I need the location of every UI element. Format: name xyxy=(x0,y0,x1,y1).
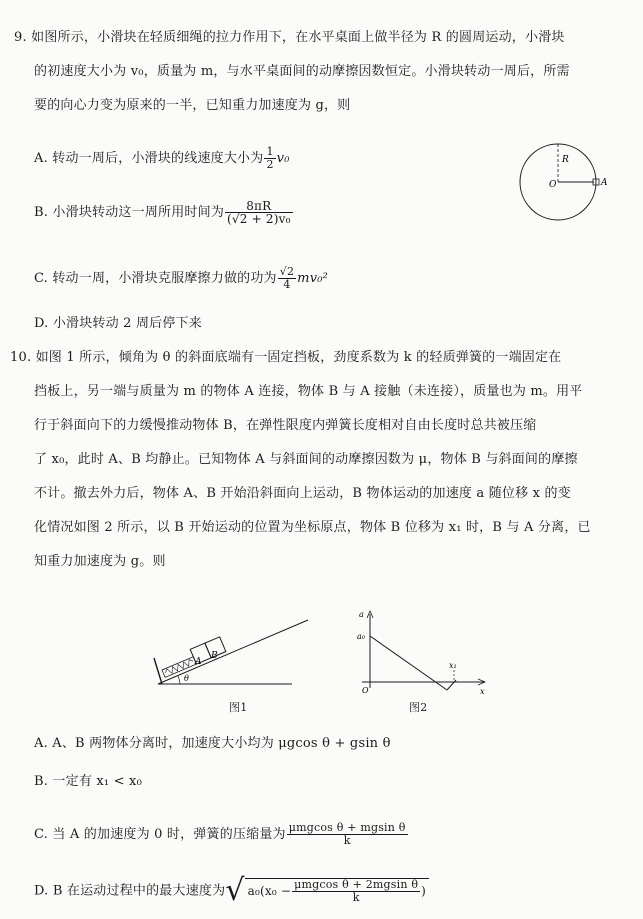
q9-option-a-fraction xyxy=(264,146,275,171)
q9-option-b-text: B. 小滑块转动这一周所用时间为 xyxy=(34,205,225,220)
q10-option-d-root xyxy=(225,873,429,908)
q10-option-d-fraction xyxy=(292,879,420,904)
center-label: O xyxy=(549,180,557,190)
q9-option-a-den: 2 xyxy=(266,158,274,171)
q9-option-b-den: (√2 + 2)v₀ xyxy=(227,212,291,226)
q10-option-a: A. A、B 两物体分离时，加速度大小均为 μgcos θ + gsin θ xyxy=(34,736,391,751)
q9-stem-line2: 的初速度大小为 v₀，质量为 m，与水平桌面间的动摩擦因数恒定。小滑块转动一周后，所需 xyxy=(34,64,570,79)
q10-stem-line4: 了 x₀，此时 A、B 均静止。已知物体 A 与斜面间的动摩擦因数为 μ，物体 B 与斜面间的摩擦 xyxy=(34,452,578,467)
q10-stem-line3: 行于斜面向下的力缓慢推动物体 B，在弹性限度内弹簧长度相对自由长度时总共被压缩 xyxy=(34,418,537,433)
a0-label: a₀ xyxy=(357,632,365,641)
block-b-label: B xyxy=(211,651,218,661)
q9-option-d: D. 小滑块转动 2 周后停下来 xyxy=(34,316,202,331)
q9-option-a-text: A. 转动一周后，小滑块的线速度大小为 xyxy=(34,151,264,166)
q9-stem-line3: 要的向心力变为原来的一半，已知重力加速度为 g，则 xyxy=(34,98,351,113)
q10-stem-line6: 化情况如图 2 所示，以 B 开始运动的位置为坐标原点，物体 B 位移为 x₁ 时，B 与 A 分离，已 xyxy=(34,520,591,535)
origin-label: O xyxy=(362,686,369,695)
q10-option-c xyxy=(34,822,409,847)
radius-label: R xyxy=(562,155,569,165)
q10-option-d-text: D. B 在运动过程中的最大速度为 xyxy=(34,883,226,899)
q9-option-c-num: √2 xyxy=(279,265,295,278)
q9-option-c-text: C. 转动一周，小滑块克服摩擦力做的功为 xyxy=(34,271,277,286)
block-a-label: A xyxy=(195,657,202,667)
q9-option-b-num: 8πR xyxy=(225,200,293,213)
q10-stem-line5: 不计。撤去外力后，物体 A、B 开始沿斜面向上运动，B 物体运动的加速度 a 随位移 x 的变 xyxy=(34,486,571,501)
q9-option-c xyxy=(34,266,328,291)
q10-option-c-den: k xyxy=(343,834,351,847)
q9-option-c-suffix: mv₀² xyxy=(297,271,329,286)
q9-option-a-suffix: v₀ xyxy=(276,151,290,166)
q10-option-c-num: μmgcos θ + mgsin θ xyxy=(288,821,406,834)
q9-option-b-fraction xyxy=(225,200,293,225)
q10-stem-line1: 10. 如图 1 所示，倾角为 θ 的斜面底端有一固定挡板，劲度系数为 k 的轻质弹簧的一端固定在 xyxy=(10,350,562,365)
a-axis-label: a xyxy=(359,610,364,619)
spring-outline xyxy=(162,657,196,678)
q10-option-d-num: μmgcos θ + 2mgsin θ xyxy=(294,878,419,891)
angle-label: θ xyxy=(184,674,189,683)
q10-option-c-fraction xyxy=(287,822,408,847)
q10-option-d-root-post: ) xyxy=(421,884,427,898)
stopper-plate xyxy=(154,658,162,684)
q10-option-d-den: k xyxy=(352,891,360,904)
q10-figure2-caption: 图2 xyxy=(409,701,428,714)
q10-option-d-root-pre: a₀(x₀ − xyxy=(247,884,292,898)
q10-option-b: B. 一定有 x₁ < x₀ xyxy=(34,774,142,789)
q9-option-c-fraction xyxy=(278,266,296,291)
q10-stem-line2: 挡板上，另一端与质量为 m 的物体 A 连接，物体 B 与 A 接触（未连接），质量也为 m。用平 xyxy=(34,384,583,399)
x1-label: x₁ xyxy=(449,661,457,670)
q10-option-d-root-body xyxy=(245,878,429,904)
incline-line xyxy=(158,620,308,684)
q10-figure1-caption: 图1 xyxy=(229,701,248,714)
block-label: A xyxy=(601,178,608,188)
q9-stem-line1: 9. 如图所示，小滑块在轻质细绳的拉力作用下，在水平桌面上做半径为 R 的圆周运动，小滑块 xyxy=(14,30,565,45)
q9-option-b xyxy=(34,200,294,225)
q9-option-a xyxy=(34,146,290,171)
q10-option-d xyxy=(34,873,429,908)
q9-option-c-den: 4 xyxy=(283,278,291,291)
q9-circle-figure xyxy=(512,138,612,228)
q10-option-c-text: C. 当 A 的加速度为 0 时，弹簧的压缩量为 xyxy=(34,827,286,842)
angle-arc xyxy=(178,676,180,684)
x-axis-label: x xyxy=(480,687,485,696)
q9-option-a-num: 1 xyxy=(266,145,274,158)
q10-figure2-graph xyxy=(352,608,492,698)
sqrt-sign: √ xyxy=(225,873,245,908)
q10-stem-line7: 知重力加速度为 g。则 xyxy=(34,554,166,569)
